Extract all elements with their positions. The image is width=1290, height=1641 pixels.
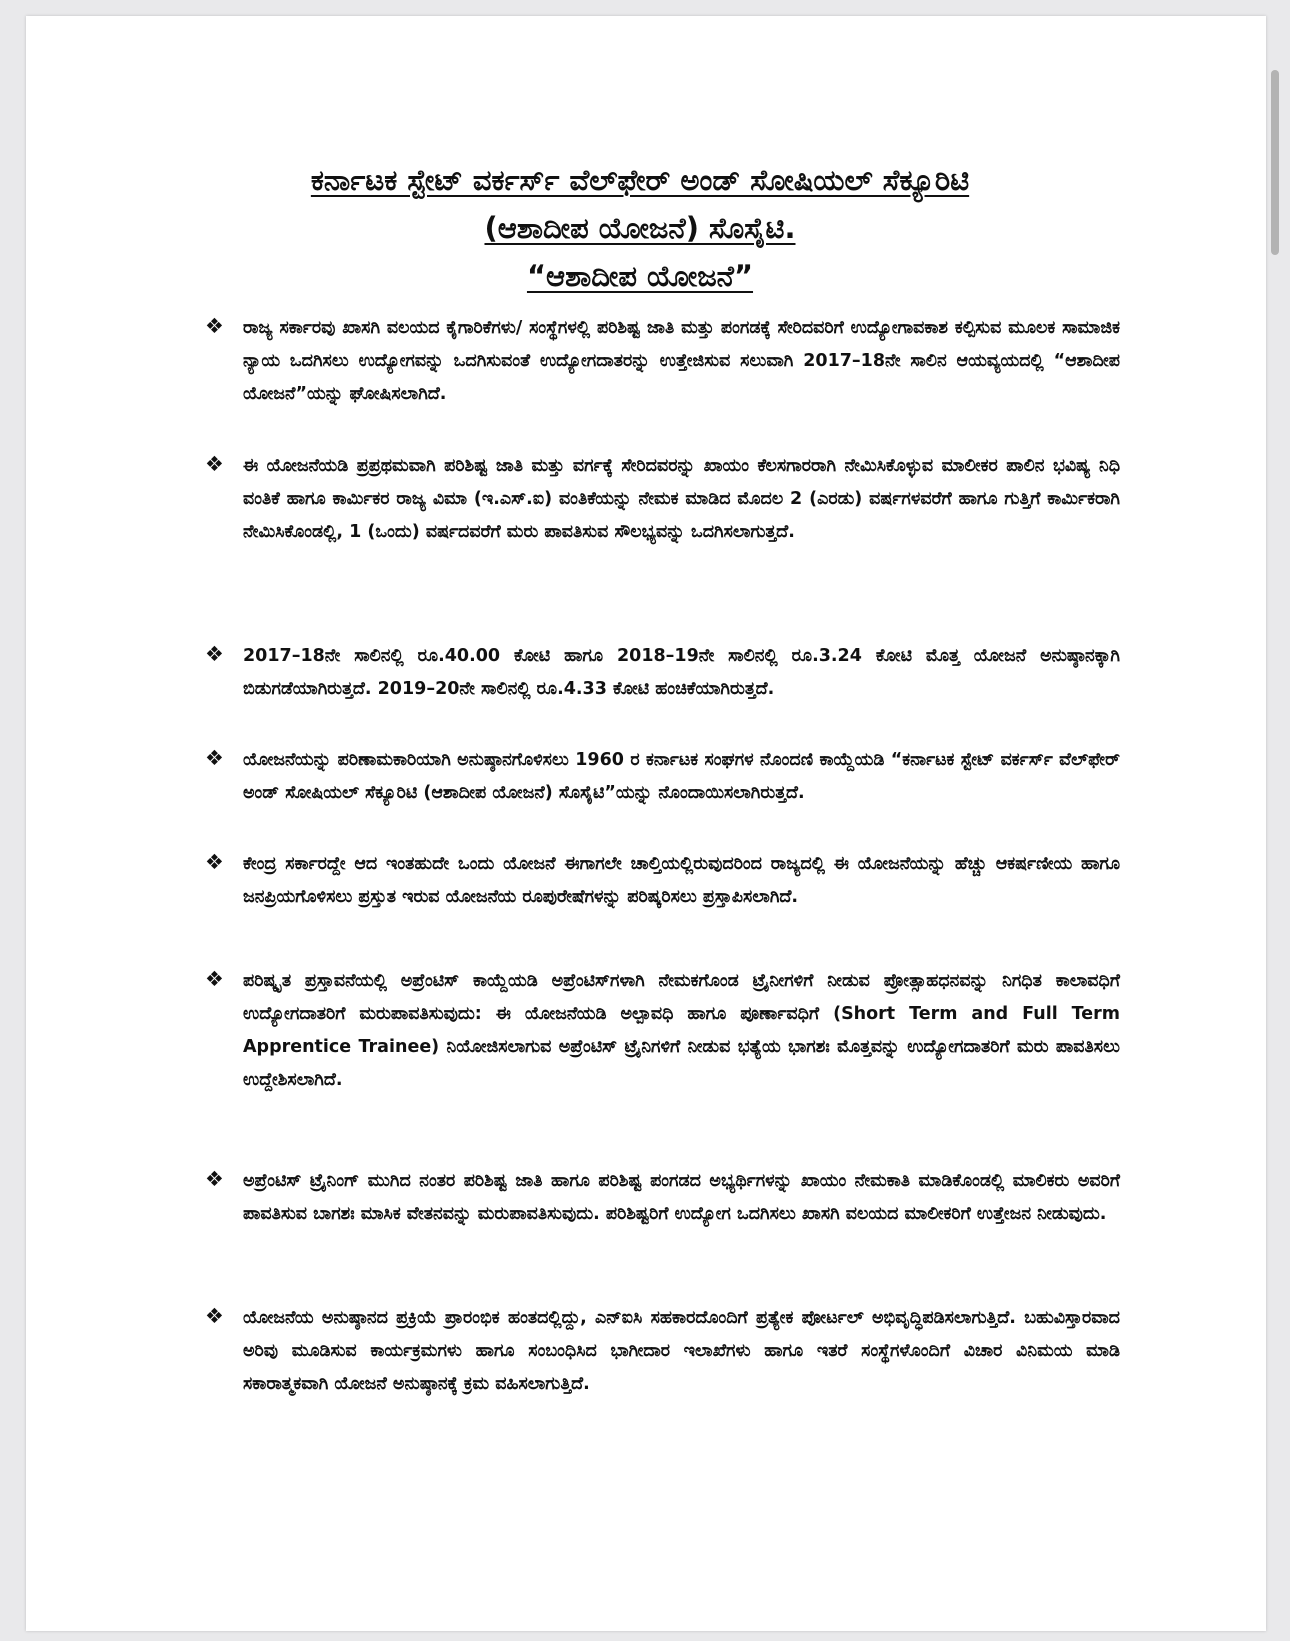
diamond-bullet-icon: ❖ [205,314,224,338]
document-title [150,160,1130,304]
bullet-list [205,312,1120,1442]
bullet-text: ಯೋಜನೆಯ ಅನುಷ್ಠಾನದ ಪ್ರಕ್ರಿಯೆ ಪ್ರಾರಂಭಿಕ ಹಂತದಲ್ಲಿದ್ದು, ಎನ್‌ಐಸಿ ಸಹಕಾರದೊಂದಿಗೆ ಪ್ರತ್ಯೇಕ ಪೋರ್ಟಲ್ ಅಭಿವೃದ್ಧಿಪಡಿಸಲಾಗುತ್ತಿದೆ. ಬಹುವಿಸ್ತಾರವಾದ ಅರಿವು ಮೂಡಿಸುವ ಕಾರ್ಯಕ್ರಮಗಳು ಹಾಗೂ ಸಂಬಂಧಿಸಿದ ಭಾಗೀದಾರ ಇಲಾಖೆಗಳು ಹಾಗೂ ಇತರೆ ಸಂಸ್ಥೆಗಳೊಂದಿಗೆ ವಿಚಾರ ವಿನಿಮಯ ಮಾಡಿ ಸಕಾರಾತ್ಮಕವಾಗಿ ಯೋಜನೆ ಅನುಷ್ಠಾನಕ್ಕೆ ಕ್ರಮ ವಹಿಸಲಾಗುತ್ತಿದೆ. [243,1308,1120,1394]
bullet-item [205,1165,1120,1302]
bullet-text: ರಾಜ್ಯ ಸರ್ಕಾರವು ಖಾಸಗಿ ವಲಯದ ಕೈಗಾರಿಕೆಗಳು/ ಸಂಸ್ಥೆಗಳಲ್ಲಿ ಪರಿಶಿಷ್ಟ ಜಾತಿ ಮತ್ತು ಪಂಗಡಕ್ಕೆ ಸೇರಿದವರಿಗೆ ಉದ್ಯೋಗಾವಕಾಶ ಕಲ್ಪಿಸುವ ಮೂಲಕ ಸಾಮಾಜಿಕ ನ್ಯಾಯ ಒದಗಿಸಲು ಉದ್ಯೋಗವನ್ನು ಒದಗಿಸುವಂತೆ ಉದ್ಯೋಗದಾತರನ್ನು ಉತ್ತೇಜಿಸುವ ಸಲುವಾಗಿ 2017–18ನೇ ಸಾಲಿನ ಆಯವ್ಯಯದಲ್ಲಿ “ಆಶಾದೀಪ ಯೋಜನೆ”ಯನ್ನು ಘೋಷಿಸಲಾಗಿದೆ. [243,318,1120,404]
bullet-text: ಪರಿಷ್ಕೃತ ಪ್ರಸ್ತಾವನೆಯಲ್ಲಿ ಅಪ್ರೆಂಟಿಸ್ ಕಾಯ್ದೆಯಡಿ ಅಪ್ರೆಂಟಿಸ್‌ಗಳಾಗಿ ನೇಮಕಗೊಂಡ ಟ್ರೈನೀಗಳಿಗೆ ನೀಡುವ ಪ್ರೋತ್ಸಾಹಧನವನ್ನು ನಿಗಧಿತ ಕಾಲಾವಧಿಗೆ ಉದ್ಯೋಗದಾತರಿಗೆ ಮರುಪಾವತಿಸುವುದು: ಈ ಯೋಜನೆಯಡಿ ಅಲ್ಪಾವಧಿ ಹಾಗೂ ಪೂರ್ಣಾವಧಿಗೆ (Short Term and Full Term Apprentice Trainee) ನಿಯೋಜಿಸಲಾಗುವ ಅಪ್ರೆಂಟಿಸ್ ಟ್ರೈನಿಗಳಿಗೆ ನೀಡುವ ಭತ್ಯೆಯ ಭಾಗಶಃ ಮೊತ್ತವನ್ನು ಉದ್ಯೋಗದಾತರಿಗೆ ಮರು ಪಾವತಿಸಲು ಉದ್ದೇಶಿಸಲಾಗಿದೆ. [243,971,1120,1090]
diamond-bullet-icon: ❖ [205,967,224,991]
bullet-text: ಈ ಯೋಜನೆಯಡಿ ಪ್ರಪ್ರಥಮವಾಗಿ ಪರಿಶಿಷ್ಟ ಜಾತಿ ಮತ್ತು ವರ್ಗಕ್ಕೆ ಸೇರಿದವರನ್ನು ಖಾಯಂ ಕೆಲಸಗಾರರಾಗಿ ನೇಮಿಸಿಕೊಳ್ಳುವ ಮಾಲೀಕರ ಪಾಲಿನ ಭವಿಷ್ಯ ನಿಧಿ ವಂತಿಕೆ ಹಾಗೂ ಕಾರ್ಮಿಕರ ರಾಜ್ಯ ವಿಮಾ (ಇ.ಎಸ್.ಐ) ವಂತಿಕೆಯನ್ನು ನೇಮಕ ಮಾಡಿದ ಮೊದಲ 2 (ಎರಡು) ವರ್ಷಗಳವರೆಗೆ ಹಾಗೂ ಗುತ್ತಿಗೆ ಕಾರ್ಮಿಕರಾಗಿ ನೇಮಿಸಿಕೊಂಡಲ್ಲಿ, 1 (ಒಂದು) ವರ್ಷದವರೆಗೆ ಮರು ಪಾವತಿಸುವ ಸೌಲಭ್ಯವನ್ನು ಒದಗಿಸಲಾಗುತ್ತದೆ. [243,456,1120,542]
diamond-bullet-icon: ❖ [205,642,224,666]
vertical-scrollbar[interactable] [1271,70,1279,255]
bullet-item [205,744,1120,848]
bullet-item [205,640,1120,744]
diamond-bullet-icon: ❖ [205,1167,224,1191]
bullet-item [205,848,1120,965]
bullet-item [205,965,1120,1165]
title-line-1: ಕರ್ನಾಟಕ ಸ್ಟೇಟ್ ವರ್ಕರ್ಸ್ ವೆಲ್‌ಫೇರ್ ಅಂಡ್ ಸೋಷಿಯಲ್ ಸೆಕ್ಯೂರಿಟಿ [310,163,970,197]
diamond-bullet-icon: ❖ [205,746,224,770]
diamond-bullet-icon: ❖ [205,850,224,874]
bullet-item [205,1302,1120,1442]
title-line-3: “ಆಶಾದೀಪ ಯೋಜನೆ” [526,259,754,293]
bullet-text: ಯೋಜನೆಯನ್ನು ಪರಿಣಾಮಕಾರಿಯಾಗಿ ಅನುಷ್ಠಾನಗೊಳಿಸಲು 1960 ರ ಕರ್ನಾಟಕ ಸಂಘಗಳ ನೊಂದಣಿ ಕಾಯ್ದೆಯಡಿ “ಕರ್ನಾಟಕ ಸ್ಟೇಟ್ ವರ್ಕರ್ಸ್ ವೆಲ್‌ಫೇರ್ ಅಂಡ್ ಸೋಷಿಯಲ್ ಸೆಕ್ಯೂರಿಟಿ (ಆಶಾದೀಪ ಯೋಜನೆ) ಸೊಸೈಟಿ”ಯನ್ನು ನೊಂದಾಯಿಸಲಾಗಿರುತ್ತದೆ. [243,750,1120,803]
diamond-bullet-icon: ❖ [205,452,224,476]
title-line-2: (ಆಶಾದೀಪ ಯೋಜನೆ) ಸೊಸೈಟಿ. [484,211,796,245]
bullet-text: 2017–18ನೇ ಸಾಲಿನಲ್ಲಿ ರೂ.40.00 ಕೋಟಿ ಹಾಗೂ 2018–19ನೇ ಸಾಲಿನಲ್ಲಿ ರೂ.3.24 ಕೋಟಿ ಮೊತ್ತ ಯೋಜನೆ ಅನುಷ್ಠಾನಕ್ಕಾಗಿ ಬಿಡುಗಡೆಯಾಗಿರುತ್ತದೆ. 2019–20ನೇ ಸಾಲಿನಲ್ಲಿ ರೂ.4.33 ಕೋಟಿ ಹಂಚಿಕೆಯಾಗಿರುತ್ತದೆ. [243,646,1120,699]
bullet-item [205,450,1120,640]
bullet-text: ಕೇಂದ್ರ ಸರ್ಕಾರದ್ದೇ ಆದ ಇಂತಹುದೇ ಒಂದು ಯೋಜನೆ ಈಗಾಗಲೇ ಚಾಲ್ತಿಯಲ್ಲಿರುವುದರಿಂದ ರಾಜ್ಯದಲ್ಲಿ ಈ ಯೋಜನೆಯನ್ನು ಹೆಚ್ಚು ಆಕರ್ಷಣೀಯ ಹಾಗೂ ಜನಪ್ರಿಯಗೊಳಿಸಲು ಪ್ರಸ್ತುತ ಇರುವ ಯೋಜನೆಯ ರೂಪುರೇಷೆಗಳನ್ನು ಪರಿಷ್ಕರಿಸಲು ಪ್ರಸ್ತಾಪಿಸಲಾಗಿದೆ. [243,854,1120,907]
diamond-bullet-icon: ❖ [205,1304,224,1328]
bullet-item [205,312,1120,450]
bullet-text: ಅಪ್ರೆಂಟಿಸ್ ಟ್ರೈನಿಂಗ್ ಮುಗಿದ ನಂತರ ಪರಿಶಿಷ್ಟ ಜಾತಿ ಹಾಗೂ ಪರಿಶಿಷ್ಟ ಪಂಗಡದ ಅಭ್ಯರ್ಥಿಗಳನ್ನು ಖಾಯಂ ನೇಮಕಾತಿ ಮಾಡಿಕೊಂಡಲ್ಲಿ ಮಾಲಿಕರು ಅವರಿಗೆ ಪಾವತಿಸುವ ಬಾಗಶಃ ಮಾಸಿಕ ವೇತನವನ್ನು ಮರುಪಾವತಿಸುವುದು. ಪರಿಶಿಷ್ಟರಿಗೆ ಉದ್ಯೋಗ ಒದಗಿಸಲು ಖಾಸಗಿ ವಲಯದ ಮಾಲೀಕರಿಗೆ ಉತ್ತೇಜನ ನೀಡುವುದು. [243,1171,1120,1224]
